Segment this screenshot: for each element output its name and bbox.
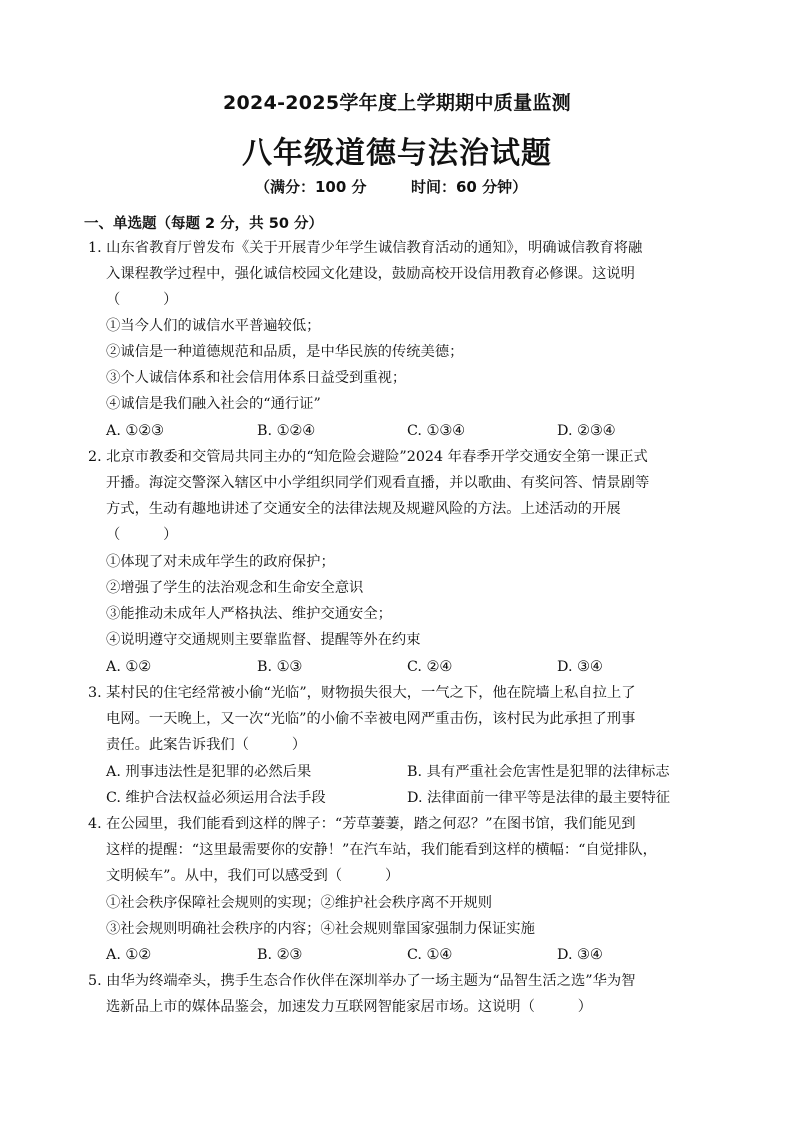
- q4-option-c: C. ①④: [407, 947, 453, 963]
- q4-stem-line-2: 这样的提醒：“这里最需要你的安静！”在汽车站，我们能看到这样的横幅：“自觉排队，: [106, 842, 657, 858]
- q1-statement-2: ②诚信是一种道德规范和品质，是中华民族的传统美德；: [106, 344, 464, 360]
- q3-option-c: C. 维护合法权益必须运用合法手段: [106, 790, 326, 806]
- q2-stem-line-3: 方式，生动有趣地讲述了交通安全的法律法规及规避风险的方法。上述活动的开展: [106, 501, 621, 517]
- exam-subtitle: 2024-2025学年度上学期期中质量监测: [223, 92, 571, 114]
- q1-option-b: B. ①②④: [257, 423, 316, 439]
- q3-stem-line-3: 责任。此案告诉我们（ ）: [106, 737, 307, 753]
- q3-stem-line-2: 电网。一天晚上，又一次“光临”的小偷不幸被电网严重击伤，该村民为此承担了刑事: [106, 711, 636, 727]
- q5-stem-line-2: 选新品上市的媒体品鉴会，加速发力互联网智能家居市场。这说明（ ）: [106, 999, 593, 1015]
- q1-option-d: D. ②③④: [557, 423, 616, 439]
- q3-option-a: A. 刑事违法性是犯罪的必然后果: [106, 764, 312, 780]
- q1-option-c: C. ①③④: [407, 423, 465, 439]
- q2-statement-1: ①体现了对未成年学生的政府保护；: [106, 554, 335, 570]
- q4-option-a: A. ①②: [106, 947, 152, 963]
- q1-stem-line-1: 1. 山东省教育厅曾发布《关于开展青少年学生诚信教育活动的通知》，明确诚信教育将融: [88, 240, 643, 256]
- q1-answer-blank: （ ）: [106, 292, 178, 308]
- q2-answer-blank: （ ）: [106, 527, 178, 543]
- q4-stem-line-3: 文明候车”。从中，我们可以感受到（ ）: [106, 868, 400, 884]
- q4-statement-row-2: ③社会规则明确社会秩序的内容；④社会规则靠国家强制力保证实施: [106, 921, 535, 937]
- q2-option-c: C. ②④: [407, 659, 453, 675]
- q1-statement-1: ①当今人们的诚信水平普遍较低；: [106, 318, 321, 334]
- q1-statement-4: ④诚信是我们融入社会的“通行证”: [106, 396, 321, 412]
- q4-option-b: B. ②③: [257, 947, 303, 963]
- q2-statement-4: ④说明遵守交通规则主要靠监督、提醒等外在约束: [106, 632, 421, 648]
- q1-option-a: A. ①②③: [106, 423, 164, 439]
- q4-option-d: D. ③④: [557, 947, 603, 963]
- time-info: 时间：60 分钟）: [411, 178, 528, 196]
- q4-statement-row-1: ①社会秩序保障社会规则的实现；②维护社会秩序离不开规则: [106, 895, 493, 911]
- q3-option-d: D. 法律面前一律平等是法律的最主要特征: [407, 790, 671, 806]
- q2-option-a: A. ①②: [106, 659, 152, 675]
- q3-stem-line-1: 3. 某村民的住宅经常被小偷“光临”，财物损失很大，一气之下，他在院墙上私自拉上了: [88, 685, 636, 701]
- q3-option-b: B. 具有严重社会危害性是犯罪的法律标志: [407, 764, 670, 780]
- q4-stem-line-1: 4. 在公园里，我们能看到这样的牌子：“芳草萋萋，踏之何忍？”在图书馆，我们能见到: [88, 816, 636, 832]
- q5-stem-line-1: 5. 由华为终端牵头，携手生态合作伙伴在深圳举办了一场主题为“品智生活之选”华为智: [88, 973, 636, 989]
- q2-statement-2: ②增强了学生的法治观念和生命安全意识: [106, 580, 364, 596]
- score-info: （满分：100 分: [255, 178, 367, 196]
- section-title: 一、单选题（每题 2 分，共 50 分）: [84, 216, 323, 232]
- q1-stem-line-2: 入课程教学过程中，强化诚信校园文化建设，鼓励高校开设信用教育必修课。这说明: [106, 266, 635, 282]
- exam-title: 八年级道德与法治试题: [242, 136, 552, 171]
- q2-statement-3: ③能推动未成年人严格执法、维护交通安全；: [106, 606, 392, 622]
- q2-option-b: B. ①③: [257, 659, 303, 675]
- q2-stem-line-1: 2. 北京市教委和交管局共同主办的“知危险会避险”2024 年春季开学交通安全第一课正式: [88, 449, 648, 465]
- q2-option-d: D. ③④: [557, 659, 603, 675]
- q1-statement-3: ③个人诚信体系和社会信用体系日益受到重视；: [106, 370, 407, 386]
- q2-stem-line-2: 开播。海淀交警深入辖区中小学组织同学们观看直播，并以歌曲、有奖问答、情景剧等: [106, 475, 650, 491]
